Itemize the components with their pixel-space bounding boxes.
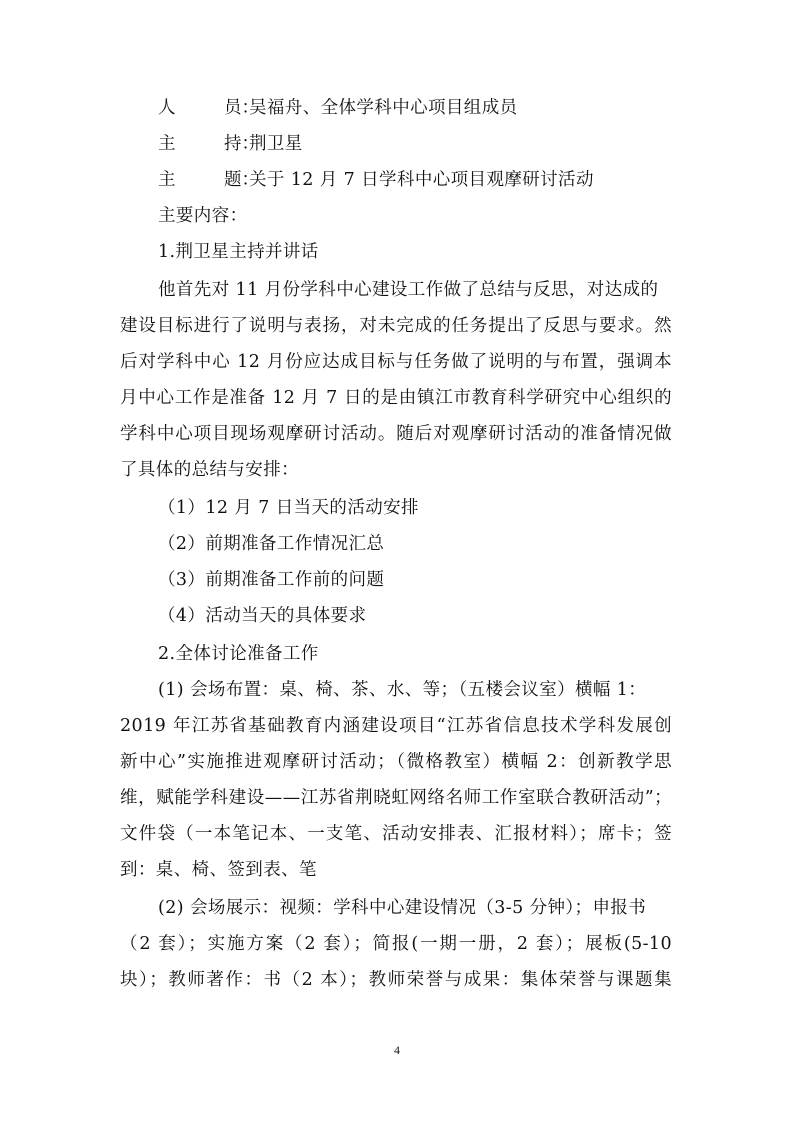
section1-list-item: （3）前期准备工作前的问题 bbox=[158, 570, 385, 590]
section1-para-line: 建设目标进行了说明与表扬，对未完成的任务提出了反思与要求。然 bbox=[120, 316, 672, 336]
section1-title: 1.荆卫星主持并讲话 bbox=[158, 242, 319, 262]
section1-para-line: 后对学科中心 12 月份应达成目标与任务做了说明的与布置，强调本 bbox=[120, 352, 672, 372]
section1-para-line: 学科中心项目现场观摩研讨活动。随后对观摩研讨活动的准备情况做 bbox=[120, 424, 672, 444]
meta-label-char1: 人 bbox=[158, 98, 176, 118]
page-number: 4 bbox=[394, 1043, 400, 1057]
section2-para2-line: 块）；教师著作：书（2 本）；教师荣誉与成果：集体荣誉与课题集 bbox=[120, 970, 672, 990]
meta-row-host bbox=[158, 134, 303, 154]
section1-list-item: （2）前期准备工作情况汇总 bbox=[158, 534, 385, 554]
section2-para1-line: 新中心”实施推进观摩研讨活动；（微格教室）横幅 2：创新教学思 bbox=[120, 752, 672, 772]
section2-para1-line: 维，赋能学科建设——江苏省荆晓虹网络名师工作室联合教研活动”； bbox=[120, 788, 672, 808]
section1-para-line: 他首先对 11 月份学科中心建设工作做了总结与反思，对达成的 bbox=[158, 280, 659, 300]
meta-label-char2: 员： bbox=[224, 98, 259, 118]
section2-para1-line: 文件袋（一本笔记本、一支笔、活动安排表、汇报材料）；席卡；签 bbox=[120, 824, 672, 844]
meta-label-char1: 主 bbox=[158, 134, 176, 154]
section2-para1-line: (1) 会场布置：桌、椅、茶、水、等；（五楼会议室）横幅 1： bbox=[158, 680, 647, 700]
section1-para-line: 月中心工作是准备 12 月 7 日的是由镇江市教育科学研究中心组织的 bbox=[120, 388, 672, 408]
meta-label-char2: 持： bbox=[224, 134, 259, 154]
meta-value-host: 荆卫星 bbox=[249, 134, 303, 154]
meta-row-topic bbox=[158, 170, 594, 190]
main-content-label: 主要内容： bbox=[158, 206, 248, 226]
meta-row-personnel bbox=[158, 98, 518, 118]
section2-para1-line: 2019 年江苏省基础教育内涵建设项目“江苏省信息技术学科发展创 bbox=[120, 716, 672, 736]
section1-para-line: 了具体的总结与安排： bbox=[120, 460, 299, 480]
section2-para2-line: (2) 会场展示：视频：学科中心建设情况（3-5 分钟）；申报书 bbox=[158, 898, 647, 918]
meta-label-char1: 主 bbox=[158, 170, 176, 190]
section1-list-item: （1）12 月 7 日当天的活动安排 bbox=[158, 498, 419, 518]
section2-para1-line: 到：桌、椅、签到表、笔 bbox=[120, 860, 317, 880]
section2-para2-line: （2 套）；实施方案（2 套）；简报(一期一册，2 套）；展板(5-10 bbox=[120, 934, 672, 954]
meta-value-personnel: 吴福舟、全体学科中心项目组成员 bbox=[249, 98, 518, 118]
meta-label-char2: 题： bbox=[224, 170, 259, 190]
section2-title: 2.全体讨论准备工作 bbox=[158, 644, 319, 664]
meta-value-topic: 关于 12 月 7 日学科中心项目观摩研讨活动 bbox=[249, 170, 594, 190]
section1-list-item: （4）活动当天的具体要求 bbox=[158, 606, 367, 626]
